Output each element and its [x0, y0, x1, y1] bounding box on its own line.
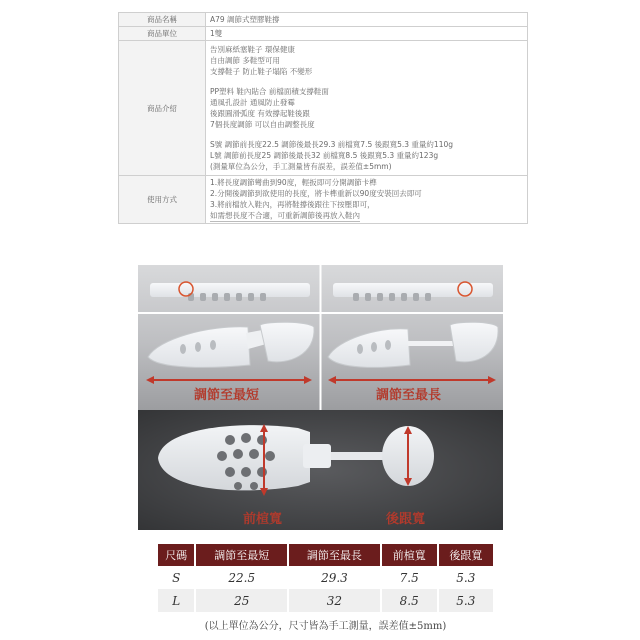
size-header-cell: 尺碼	[158, 544, 195, 566]
spec-value-unit	[206, 27, 528, 41]
spec-line: (測量單位為公分，手工測量皆有誤差，誤差值±5mm)	[210, 162, 392, 171]
spec-row-intro	[119, 41, 528, 176]
size-header-cell: 調節至最短	[195, 544, 288, 566]
size-header-cell: 前楦寬	[381, 544, 438, 566]
spec-label-intro: 商品介紹	[119, 41, 206, 176]
size-cell: 5.3	[438, 566, 493, 589]
size-cell: 29.3	[288, 566, 381, 589]
size-cell: 32	[288, 589, 381, 612]
spec-line: S號 調節前長度22.5 調節後最長29.3 前檔寬7.5 後跟寬5.3 重量約110g	[210, 140, 454, 149]
spec-row-usage	[119, 176, 528, 224]
size-cell: L	[158, 589, 195, 612]
size-row-l	[158, 589, 493, 612]
spec-line: 2.分開後調節到欲使用的長度，將卡榫重新以90度安裝回去即可	[210, 189, 422, 198]
spec-label-name: 商品名稱	[119, 13, 206, 27]
size-header-cell: 後跟寬	[438, 544, 493, 566]
top-view-photo	[138, 410, 503, 530]
spec-line: 7個長度調節 可以自由調整長度	[210, 120, 315, 129]
side-view-photo	[138, 265, 503, 410]
measurement-note: (以上單位為公分，尺寸皆為手工測量，誤差值±5mm)	[204, 621, 447, 632]
spec-line: 1.將長度調節彎曲到90度，輕扳即可分開調節卡榫	[210, 178, 377, 187]
size-cell: 8.5	[381, 589, 438, 612]
spec-line: 後跟圓滑弧度 有效撐起鞋後跟	[210, 109, 310, 118]
spec-row-unit	[119, 27, 528, 41]
spec-value-usage	[206, 176, 528, 224]
spec-line: A79 調節式塑膠鞋撐	[210, 15, 280, 24]
spec-line-text: 如需想長度不合適，可重新調節後再放入鞋內	[210, 211, 360, 220]
spec-gap	[210, 130, 523, 139]
size-cell: 5.3	[438, 589, 493, 612]
spec-line: 通風孔設計 通風防止發霉	[210, 98, 295, 107]
spec-line: 1雙	[210, 29, 223, 38]
spec-table	[118, 12, 528, 224]
spec-value-name	[206, 13, 528, 27]
spec-line	[210, 210, 523, 222]
adjust-clip	[303, 444, 331, 468]
spec-gap	[210, 77, 523, 86]
caption-heel-width: 後跟寬	[386, 512, 426, 527]
spec-line: PP塑料 鞋內貼合 前檔面積支撐鞋面	[210, 87, 329, 96]
caption-longest: 調節至最長	[376, 388, 442, 403]
spec-value-intro	[206, 41, 528, 176]
spec-line: 自由調節 多鞋型可用	[210, 56, 280, 65]
size-cell: 22.5	[195, 566, 288, 589]
size-cell: S	[158, 566, 195, 589]
size-table	[158, 544, 493, 612]
top-view-illustration	[138, 410, 503, 530]
size-cell: 25	[195, 589, 288, 612]
size-header-row	[158, 544, 493, 566]
side-view-illustration	[138, 265, 503, 410]
spec-line: L號 調節前長度25 調節後最長32 前檔寬8.5 後跟寬5.3 重量約123g	[210, 151, 439, 160]
caption-shortest: 調節至最短	[194, 388, 260, 403]
spec-line: 告別麻紙塞鞋子 環保健康	[210, 45, 295, 54]
spec-row-name	[119, 13, 528, 27]
spec-label-unit: 商品單位	[119, 27, 206, 41]
size-row-s	[158, 566, 493, 589]
size-cell: 7.5	[381, 566, 438, 589]
caption-front-width: 前楦寬	[243, 512, 283, 527]
spec-label-usage: 使用方式	[119, 176, 206, 224]
spec-line: 支撐鞋子 防止鞋子塌陷 不變形	[210, 67, 313, 76]
size-header-cell: 調節至最長	[288, 544, 381, 566]
spec-line: 3.將前檔放入鞋內，再將鞋撐後跟往下按壓即可，	[210, 200, 375, 209]
